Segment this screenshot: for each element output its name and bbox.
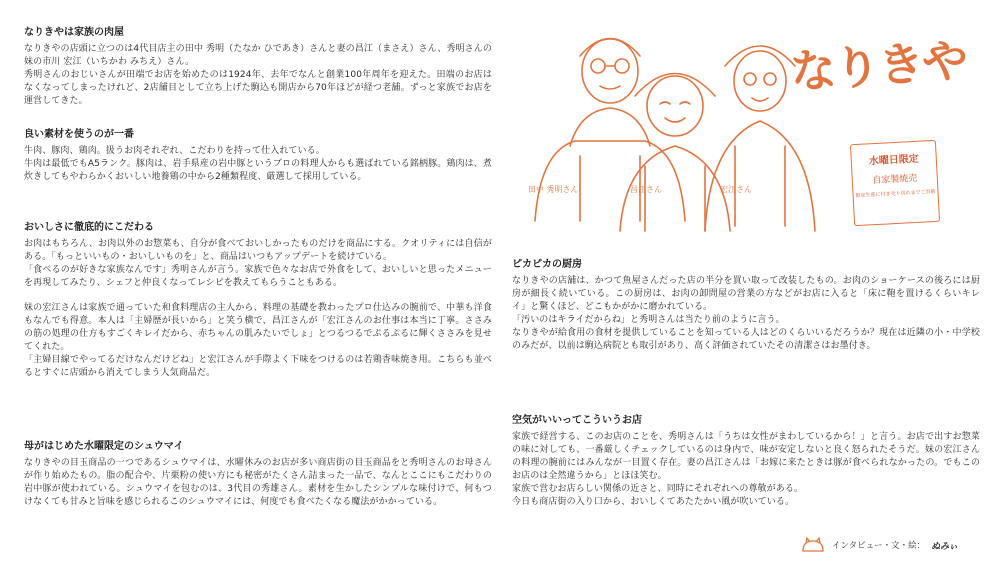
section-heading: 空気がいいってこういうお店 — [512, 415, 642, 426]
paragraph: 牛肉、豚肉、鶏肉。扱うお肉それぞれ、こだわりを持って仕入れている。 — [24, 146, 325, 156]
brand-logo: なりきや — [788, 32, 968, 100]
paragraph: お肉はもちろん、お肉以外のお惣菜も、自分が食べておいしかったものだけを商品にする。クオリティには自信がある。「もっといいもの・おいしいものを」と、商品はいつもアップデートを続けている。 — [24, 239, 492, 262]
wednesday-limited-sign — [850, 140, 940, 226]
section-taste-commitment — [24, 221, 492, 380]
credit-label: インタビュー・文・絵： — [832, 541, 926, 551]
section-heading: ピカピカの厨房 — [512, 259, 582, 270]
caption-hideaki: 田中 秀明さん — [528, 185, 579, 194]
section-clean-kitchen — [512, 258, 980, 353]
paragraph: 牛肉は最低でもA5ランク。豚肉は、岩手県産の岩中豚というブロの料理人からも選ばれている銘柄豚。鶏肉は、煮炊きしてもやわらかくおいしい地養鶏の中から2種類程度、厳選して採用している。 — [24, 159, 492, 182]
sign-product: 自家製焼売 — [872, 173, 918, 187]
section-heading: 良い素材を使うのが一番 — [24, 129, 134, 140]
section-family-butcher — [24, 26, 492, 108]
caption-masae: 昌江さん — [630, 185, 662, 194]
section-heading: なりきやは家族の肉屋 — [24, 27, 124, 38]
paragraph: なりきやが給食用の食材を提供していることを知っている人はどのくらいいるだろうか？現在は近隣の小・中学校のみだが、以前は駒込病院とも取引があり、高く評価されていたその清潔さはお墨付き。 — [512, 328, 980, 351]
paragraph: 「汚いのはキライだからね」と秀明さんは当たり前のように言う。 — [512, 315, 785, 325]
paragraph: 今日も商店街の入り口から、おいしくてあたたかい風が吹いている。 — [512, 497, 795, 507]
paragraph: なりきやの店頭に立つのは4代目店主の田中 秀明（たなか ひであき）さんと妻の昌江（まさえ）さん、秀明さんの妹の市川 宏江（いちかわ みちえ）さん。 — [24, 44, 492, 67]
paragraph: 妹の宏江さんは家族で通っていた和食料理店の主人から、料理の基礎を教わったプロ仕込みの腕前で、中華も洋食もなんでも得意。本人は「主婦歴が長いから」と笑う横で、昌江さんが「宏江さんのお仕事は本当に丁寧。ささみの筋の処理の仕方もすごくキレイだから、赤ちゃんの肌みたいでしょ」とつるつるでぷるぷるに輝くささみを見せてくれた。 — [24, 303, 492, 352]
section-heading: 母がはじめた水曜限定のシュウマイ — [24, 441, 184, 452]
section-good-atmosphere — [512, 414, 980, 509]
paragraph: 「主婦目線でやってるだけなんだけどね」と宏江さんが手際よく下味をつけるのは若鶏香味焼き用。こちらも並べるとすぐに店頭から消えてしまう人気商品だ。 — [24, 355, 492, 378]
sign-title: 水曜日限定 — [868, 153, 920, 168]
paragraph: なりきやの店舗は、かつて魚屋さんだった店の半分を買い取って改装したもの。お肉のショーケースの後ろには厨房が細長く続いている。この厨房は、お肉の卸問屋の営業の方などがお店に入ると「床に鞄を置けるくらいキレイ」と驚くほど、どこもかがかに磨かれている。 — [512, 276, 980, 312]
paragraph: なりきやの目玉商品の一つであるシュウマイは、水曜休みのお店が多い商店街の目玉商品をと秀明さんのお母さんが作り始めたもの。脂の配合や、片栗粉の使い方にも秘密がたくさん詰まった一品で、なんとここにもこだわりの岩中豚が使われている。シュウマイを包むのは、3代目の秀雄さん。素材を生かしたシンプルな味付けで、何もつけなくても甘みと旨味を感じられるこのシュウマイには、何度でも食べたくなる魔法がかかっている。 — [24, 458, 492, 507]
sign-note: 限定生産に付き売り切れまでご容赦 — [855, 188, 936, 200]
section-shumai — [24, 440, 492, 509]
section-heading: おいしさに徹底的にこだわる — [24, 222, 154, 233]
paragraph: 家族で経営する、このお店のことを、秀明さんは「うちは女性がまわしているから！」と言う。お店で出すお惣菜の味に対しても、一番厳しくチェックしているのは身内で、味が安定しないと良く怒られたそうだ。妹の宏江さんの料理の腕前にはみんなが一目置く存在。妻の昌江さんは「お嫁に来たときは豚が食べられなかったの。でもこのお店のは全然違うから」とほほ笑む。 — [512, 432, 980, 481]
paragraph: 家族で営むお店らしい関係の近さと、同時にそれぞれへの尊敬がある。 — [512, 484, 804, 494]
section-good-ingredients — [24, 128, 492, 184]
credit-name: ぬみぃ — [931, 541, 958, 552]
paragraph: 秀明さんのおじいさんが田端でお店を始めたのは1924年、去年でなんと創業100年周年を迎えた。田端のお店はなくなってしまったけれど、2店舗目として立ち上げた駒込も開店から70年ほどが経つ老舗。ずっと家族でお店を運営してきた。 — [24, 70, 492, 106]
credit — [800, 536, 958, 554]
paragraph: 「食べるのが好きな家族なんです」秀明さんが言う。家族で色々なお店で外食をして、おいしいと思ったメニューを再現してみたり、シェフと仲良くなってレシピを教えてもらうこともある。 — [24, 265, 492, 288]
caption-michie: 宏江さん — [720, 185, 752, 194]
cat-icon — [800, 536, 826, 554]
